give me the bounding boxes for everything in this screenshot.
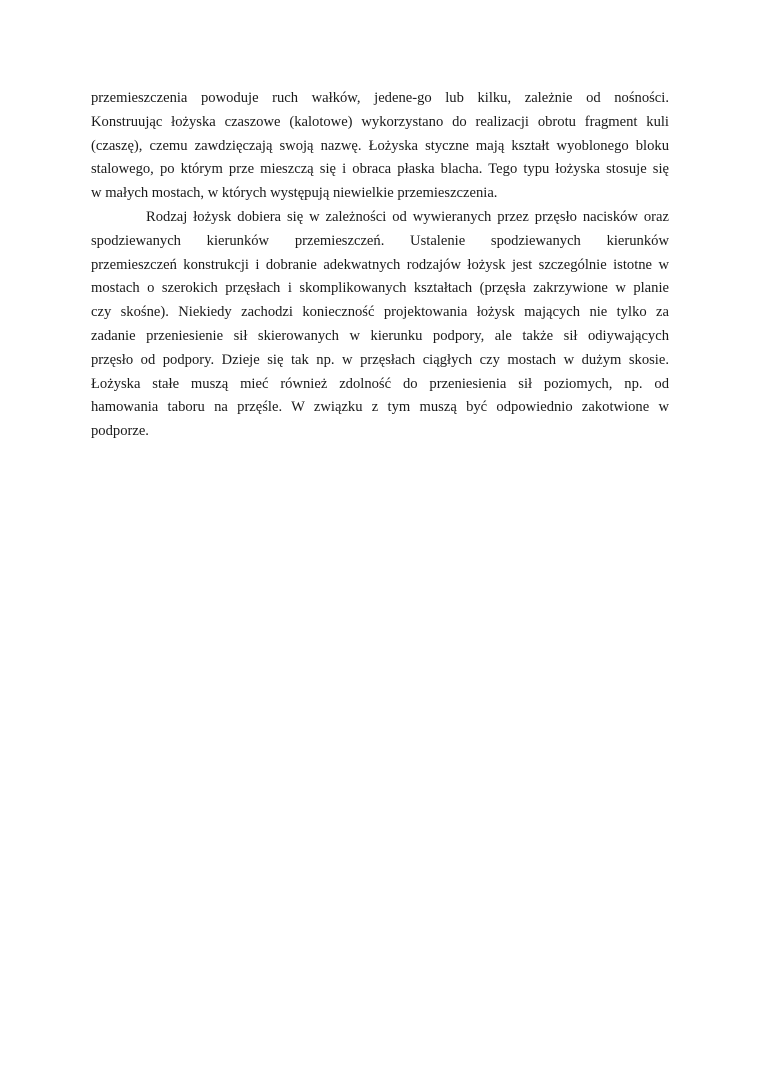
text-line: Konstruując łożyska czaszowe (kalotowe) wykorzystano do realizacji obrotu fragment kuli <box>91 113 669 130</box>
text-line: Łożyska stałe muszą mieć również zdolność do przeniesienia sił poziomych, np. od <box>91 375 669 392</box>
text-line: podporze. <box>91 423 149 440</box>
text-line: hamowania taboru na przęśle. W związku z tym muszą być odpowiednio zakotwione w <box>91 399 669 416</box>
text-line: przemieszczenia powoduje ruch wałków, jedene-go lub kilku, zależnie od nośności. <box>91 90 669 106</box>
text-line: Rodzaj łożysk dobiera się w zależności od wywieranych przez przęsło nacisków oraz <box>146 208 669 225</box>
text-line: przęsło od podpory. Dzieje się tak np. w przęsłach ciągłych czy mostach w dużym skosie. <box>91 351 669 368</box>
text-line: mostach o szerokich przęsłach i skomplikowanych kształtach (przęsła zakrzywione w planie <box>91 280 669 297</box>
paragraph-1 <box>91 87 669 206</box>
text-line: stalowego, po którym prze mieszczą się i obraca płaska blacha. Tego typu łożyska stosuje się <box>91 161 669 178</box>
text-line: w małych mostach, w których występują niewielkie przemieszczenia. <box>91 185 498 202</box>
text-line: przemieszczeń konstrukcji i dobranie adekwatnych rodzajów łożysk jest szczególnie istotne w <box>91 256 669 273</box>
paragraph-2 <box>91 206 669 444</box>
text-line: (czaszę), czemu zawdzięczają swoją nazwę. Łożyska styczne mają kształt wyoblonego bloku <box>91 137 669 154</box>
text-line: spodziewanych kierunków przemieszczeń. Ustalenie spodziewanych kierunków <box>91 232 669 249</box>
text-line: czy skośne). Niekiedy zachodzi konieczność projektowania łożysk mających nie tylko za <box>91 304 669 321</box>
text-line: zadanie przeniesienie sił skierowanych w kierunku podpory, ale także sił odiywających <box>91 327 669 344</box>
body-text <box>91 87 669 444</box>
